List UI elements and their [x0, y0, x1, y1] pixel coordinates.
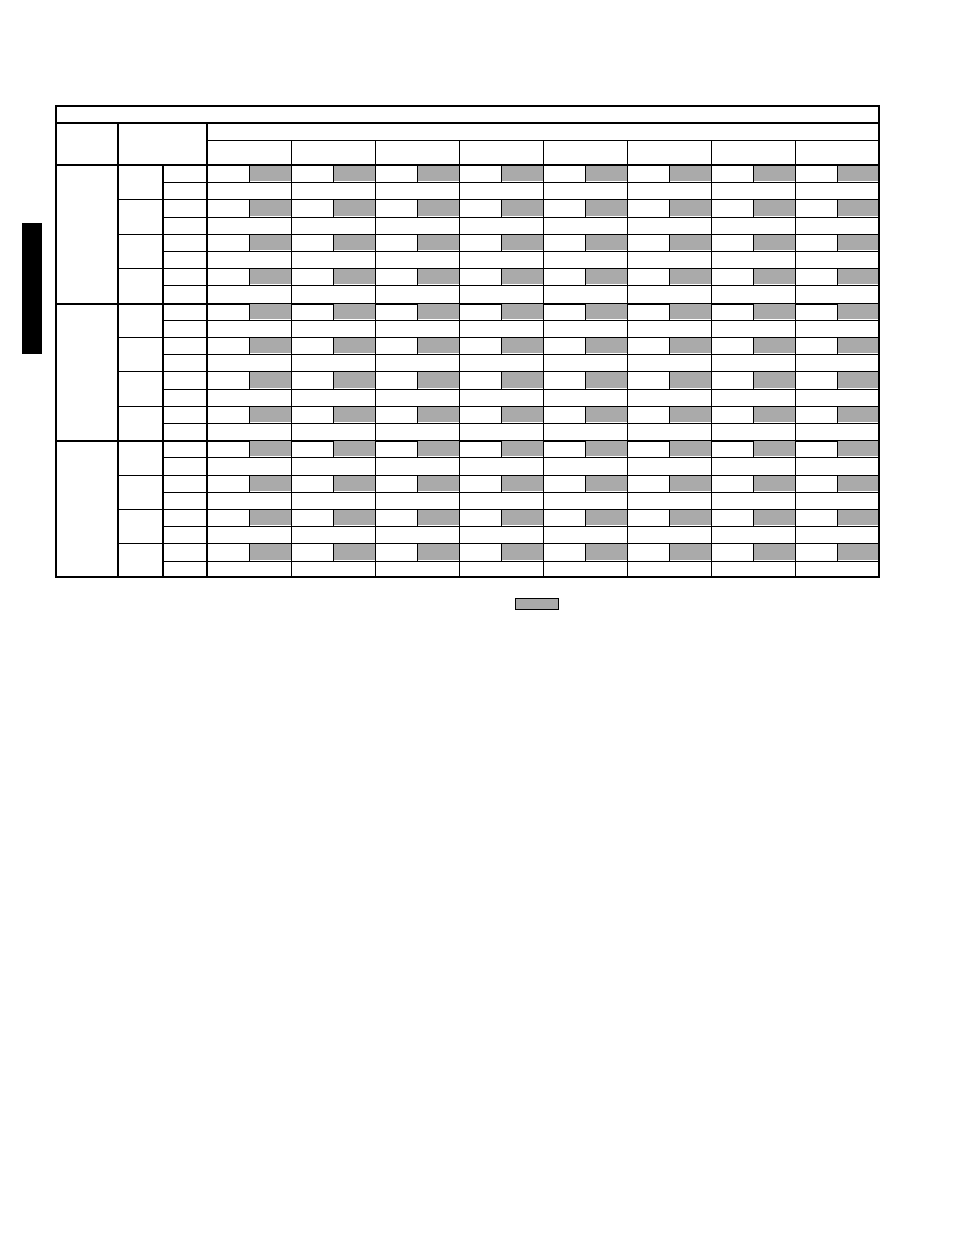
shaded-cell	[754, 200, 795, 215]
row-divider	[162, 492, 878, 493]
shaded-cell	[670, 441, 711, 456]
shaded-cell	[418, 338, 459, 353]
shaded-cell	[586, 441, 627, 456]
header-column-divider	[375, 140, 376, 164]
row-divider	[162, 457, 878, 458]
shaded-cell	[838, 510, 878, 525]
shaded-cell	[586, 166, 627, 181]
header-vrule-2	[206, 124, 208, 164]
shaded-cell	[418, 166, 459, 181]
shaded-cell	[586, 304, 627, 319]
shaded-cell	[670, 235, 711, 250]
shaded-cell	[502, 441, 543, 456]
shaded-cell	[838, 338, 878, 353]
shaded-cell	[670, 166, 711, 181]
header-vrule-1	[117, 124, 119, 164]
shaded-cell	[502, 510, 543, 525]
shaded-cell	[250, 476, 291, 491]
shaded-cell	[838, 166, 878, 181]
shaded-cell	[334, 407, 375, 422]
shaded-cell	[334, 269, 375, 284]
shaded-cell	[838, 407, 878, 422]
shaded-cell	[502, 476, 543, 491]
shaded-cell	[502, 544, 543, 559]
shaded-cell	[586, 510, 627, 525]
shaded-cell	[754, 235, 795, 250]
shaded-cell	[334, 476, 375, 491]
shaded-cell	[334, 200, 375, 215]
shaded-cell	[754, 269, 795, 284]
shaded-cell	[418, 304, 459, 319]
shaded-cell	[250, 304, 291, 319]
shaded-cell	[250, 407, 291, 422]
shaded-cell	[250, 441, 291, 456]
shaded-cell	[670, 269, 711, 284]
data-table	[55, 105, 880, 578]
row-divider	[162, 354, 878, 355]
shaded-cell	[586, 407, 627, 422]
shaded-cell	[586, 235, 627, 250]
shaded-cell	[250, 510, 291, 525]
shaded-cell	[250, 200, 291, 215]
header-column-divider	[711, 140, 712, 164]
shaded-cell	[586, 200, 627, 215]
shaded-cell	[754, 304, 795, 319]
shaded-cell	[418, 544, 459, 559]
shaded-cell	[334, 235, 375, 250]
shaded-cell	[250, 338, 291, 353]
shaded-cell	[586, 269, 627, 284]
shaded-cell	[670, 510, 711, 525]
shaded-cell	[754, 372, 795, 387]
shaded-cell	[754, 476, 795, 491]
side-section-tab	[22, 223, 42, 354]
header-column-divider	[291, 140, 292, 164]
shaded-cell	[670, 338, 711, 353]
shaded-cell	[418, 510, 459, 525]
row-divider	[162, 320, 878, 321]
shaded-cell	[838, 200, 878, 215]
shaded-cell	[418, 407, 459, 422]
shaded-cell	[418, 372, 459, 387]
shaded-cell	[670, 476, 711, 491]
shaded-cell	[502, 407, 543, 422]
header-column-divider	[795, 140, 796, 164]
shaded-cell	[250, 235, 291, 250]
shaded-cell	[670, 200, 711, 215]
legend-shaded-swatch	[515, 598, 559, 610]
shaded-cell	[586, 338, 627, 353]
shaded-cell	[502, 166, 543, 181]
shaded-cell	[586, 476, 627, 491]
row-divider	[162, 251, 878, 252]
shaded-cell	[502, 304, 543, 319]
header-column-divider	[543, 140, 544, 164]
shaded-cell	[670, 544, 711, 559]
row-divider	[162, 526, 878, 527]
shaded-cell	[670, 407, 711, 422]
row-divider	[162, 561, 878, 562]
shaded-cell	[754, 544, 795, 559]
shaded-cell	[502, 338, 543, 353]
shaded-cell	[586, 372, 627, 387]
shaded-cell	[502, 235, 543, 250]
shaded-cell	[754, 441, 795, 456]
shaded-cell	[250, 166, 291, 181]
shaded-cell	[418, 441, 459, 456]
shaded-cell	[754, 510, 795, 525]
shaded-cell	[838, 544, 878, 559]
shaded-cell	[334, 166, 375, 181]
shaded-cell	[502, 200, 543, 215]
shaded-cell	[502, 269, 543, 284]
shaded-cell	[670, 304, 711, 319]
shaded-cell	[334, 338, 375, 353]
shaded-cell	[754, 407, 795, 422]
shaded-cell	[838, 269, 878, 284]
shaded-cell	[334, 441, 375, 456]
shaded-cell	[670, 372, 711, 387]
row-divider	[162, 182, 878, 183]
header-column-divider	[459, 140, 460, 164]
row-divider	[162, 217, 878, 218]
shaded-cell	[838, 372, 878, 387]
row-divider	[162, 389, 878, 390]
header-column-divider	[627, 140, 628, 164]
shaded-cell	[250, 544, 291, 559]
shaded-cell	[418, 235, 459, 250]
row-divider	[162, 285, 878, 286]
shaded-cell	[754, 338, 795, 353]
shaded-cell	[418, 200, 459, 215]
title-row-divider	[57, 122, 878, 124]
shaded-cell	[334, 304, 375, 319]
shaded-cell	[334, 544, 375, 559]
shaded-cell	[334, 510, 375, 525]
shaded-cell	[838, 304, 878, 319]
shaded-cell	[502, 372, 543, 387]
shaded-cell	[418, 269, 459, 284]
shaded-cell	[418, 476, 459, 491]
shaded-cell	[838, 441, 878, 456]
shaded-cell	[250, 269, 291, 284]
shaded-cell	[250, 372, 291, 387]
row-divider	[162, 423, 878, 424]
shaded-cell	[586, 544, 627, 559]
shaded-cell	[334, 372, 375, 387]
shaded-cell	[838, 235, 878, 250]
shaded-cell	[754, 166, 795, 181]
shaded-cell	[838, 476, 878, 491]
